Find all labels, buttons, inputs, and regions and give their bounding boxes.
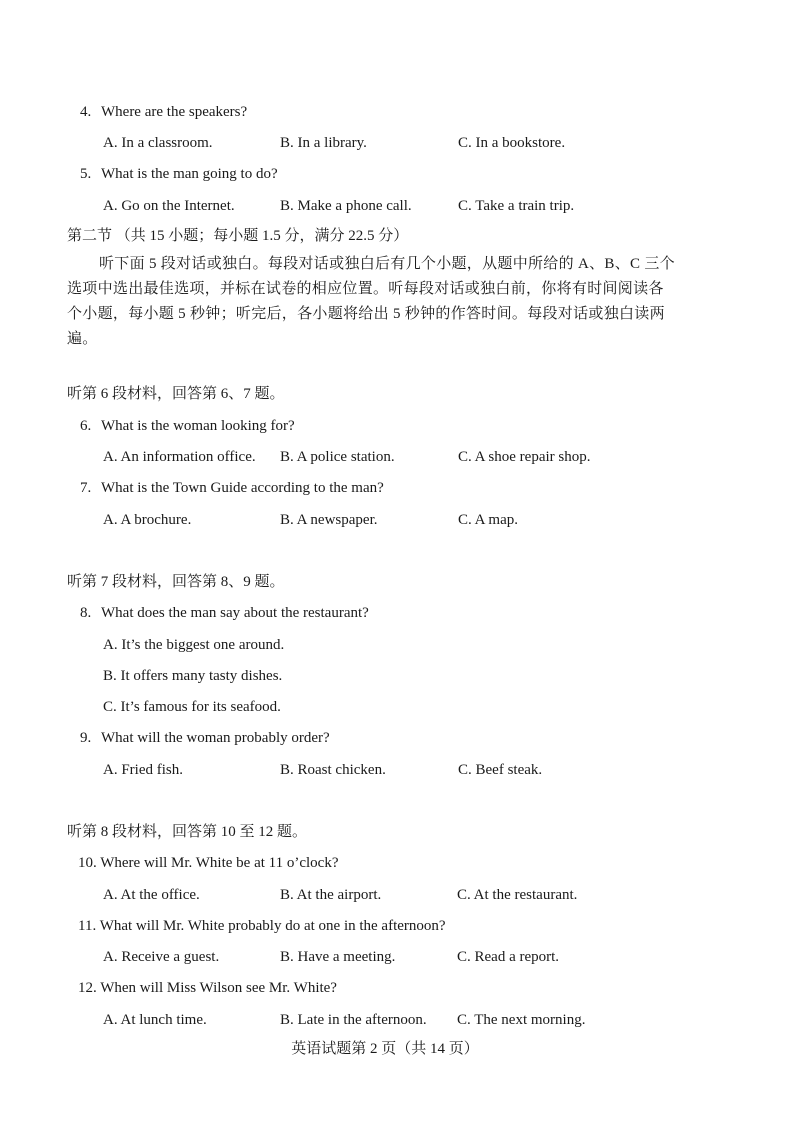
option-a: A. Go on the Internet. xyxy=(103,198,235,214)
page-footer: 英语试题第 2 页（共 14 页） xyxy=(291,1041,479,1057)
option-a: A. At the office. xyxy=(103,887,200,903)
question-number: 9. xyxy=(80,730,92,746)
option-b: B. Roast chicken. xyxy=(280,762,386,778)
question-6 xyxy=(80,416,295,436)
question-12 xyxy=(78,978,337,998)
question-text: Where will Mr. White be at 11 o’clock? xyxy=(100,855,339,871)
option-c: C. A shoe repair shop. xyxy=(458,449,591,465)
option-c: C. It’s famous for its seafood. xyxy=(103,699,281,715)
question-10 xyxy=(78,853,338,873)
question-number: 12. xyxy=(78,980,97,996)
option-b: B. A police station. xyxy=(280,449,395,465)
question-number: 6. xyxy=(80,418,92,434)
question-text: Where are the speakers? xyxy=(101,104,248,120)
option-c: C. Read a report. xyxy=(457,949,560,965)
question-11 xyxy=(78,916,446,936)
material-intro-7: 听第 7 段材料，回答第 8、9 题。 xyxy=(67,574,285,590)
question-text: When will Miss Wilson see Mr. White? xyxy=(100,980,337,996)
question-text: What is the man going to do? xyxy=(101,166,278,182)
option-b: B. A newspaper. xyxy=(280,512,378,528)
question-text: What will the woman probably order? xyxy=(101,730,330,746)
material-intro-8: 听第 8 段材料，回答第 10 至 12 题。 xyxy=(67,824,308,840)
option-b: B. At the airport. xyxy=(280,887,382,903)
question-number: 10. xyxy=(78,855,97,871)
question-9 xyxy=(80,728,330,748)
question-7 xyxy=(80,478,384,498)
question-text: What will Mr. White probably do at one in the afternoon? xyxy=(99,918,446,934)
option-b: B. Have a meeting. xyxy=(280,949,396,965)
option-b: B. Make a phone call. xyxy=(280,198,412,214)
question-number: 5. xyxy=(80,166,92,182)
option-b: B. Late in the afternoon. xyxy=(280,1012,427,1028)
option-a: A. It’s the biggest one around. xyxy=(103,637,285,653)
option-b: B. In a library. xyxy=(280,135,367,151)
option-a: A. In a classroom. xyxy=(103,135,213,151)
question-4 xyxy=(80,102,247,122)
question-number: 7. xyxy=(80,480,92,496)
option-c: C. A map. xyxy=(458,512,519,528)
option-a: A. An information office. xyxy=(103,449,256,465)
section-heading: 第二节 （共 15 小题；每小题 1.5 分，满分 22.5 分） xyxy=(67,228,409,244)
option-a: A. At lunch time. xyxy=(103,1012,207,1028)
option-c: C. At the restaurant. xyxy=(457,887,578,903)
question-5 xyxy=(80,164,278,184)
question-number: 8. xyxy=(80,605,92,621)
option-a: A. Fried fish. xyxy=(103,762,183,778)
material-intro-6: 听第 6 段材料，回答第 6、7 题。 xyxy=(67,386,285,402)
question-number: 11. xyxy=(78,918,97,934)
question-text: What does the man say about the restaurant? xyxy=(101,605,369,621)
question-text: What is the Town Guide according to the man? xyxy=(101,480,384,496)
option-c: C. Beef steak. xyxy=(458,762,543,778)
option-c: C. Take a train trip. xyxy=(458,198,575,214)
question-number: 4. xyxy=(80,104,92,120)
option-b: B. It offers many tasty dishes. xyxy=(103,668,283,684)
option-a: A. Receive a guest. xyxy=(103,949,220,965)
question-8 xyxy=(80,603,369,623)
option-a: A. A brochure. xyxy=(103,512,192,528)
question-text: What is the woman looking for? xyxy=(101,418,295,434)
option-c: C. The next morning. xyxy=(457,1012,586,1028)
option-c: C. In a bookstore. xyxy=(458,135,566,151)
section-instructions: 听下面 5 段对话或独白。每段对话或独白后有几个小题，从题中所给的 A、B、C 三个选项中选出最佳选项，并标在试卷的相应位置。听每段对话或独白前，你将有时间阅读各个小题，每小题 5 秒钟；听完后，各小题将给出 5 秒钟的作答时间。每段对话或独白读两遍。 xyxy=(67,256,675,347)
